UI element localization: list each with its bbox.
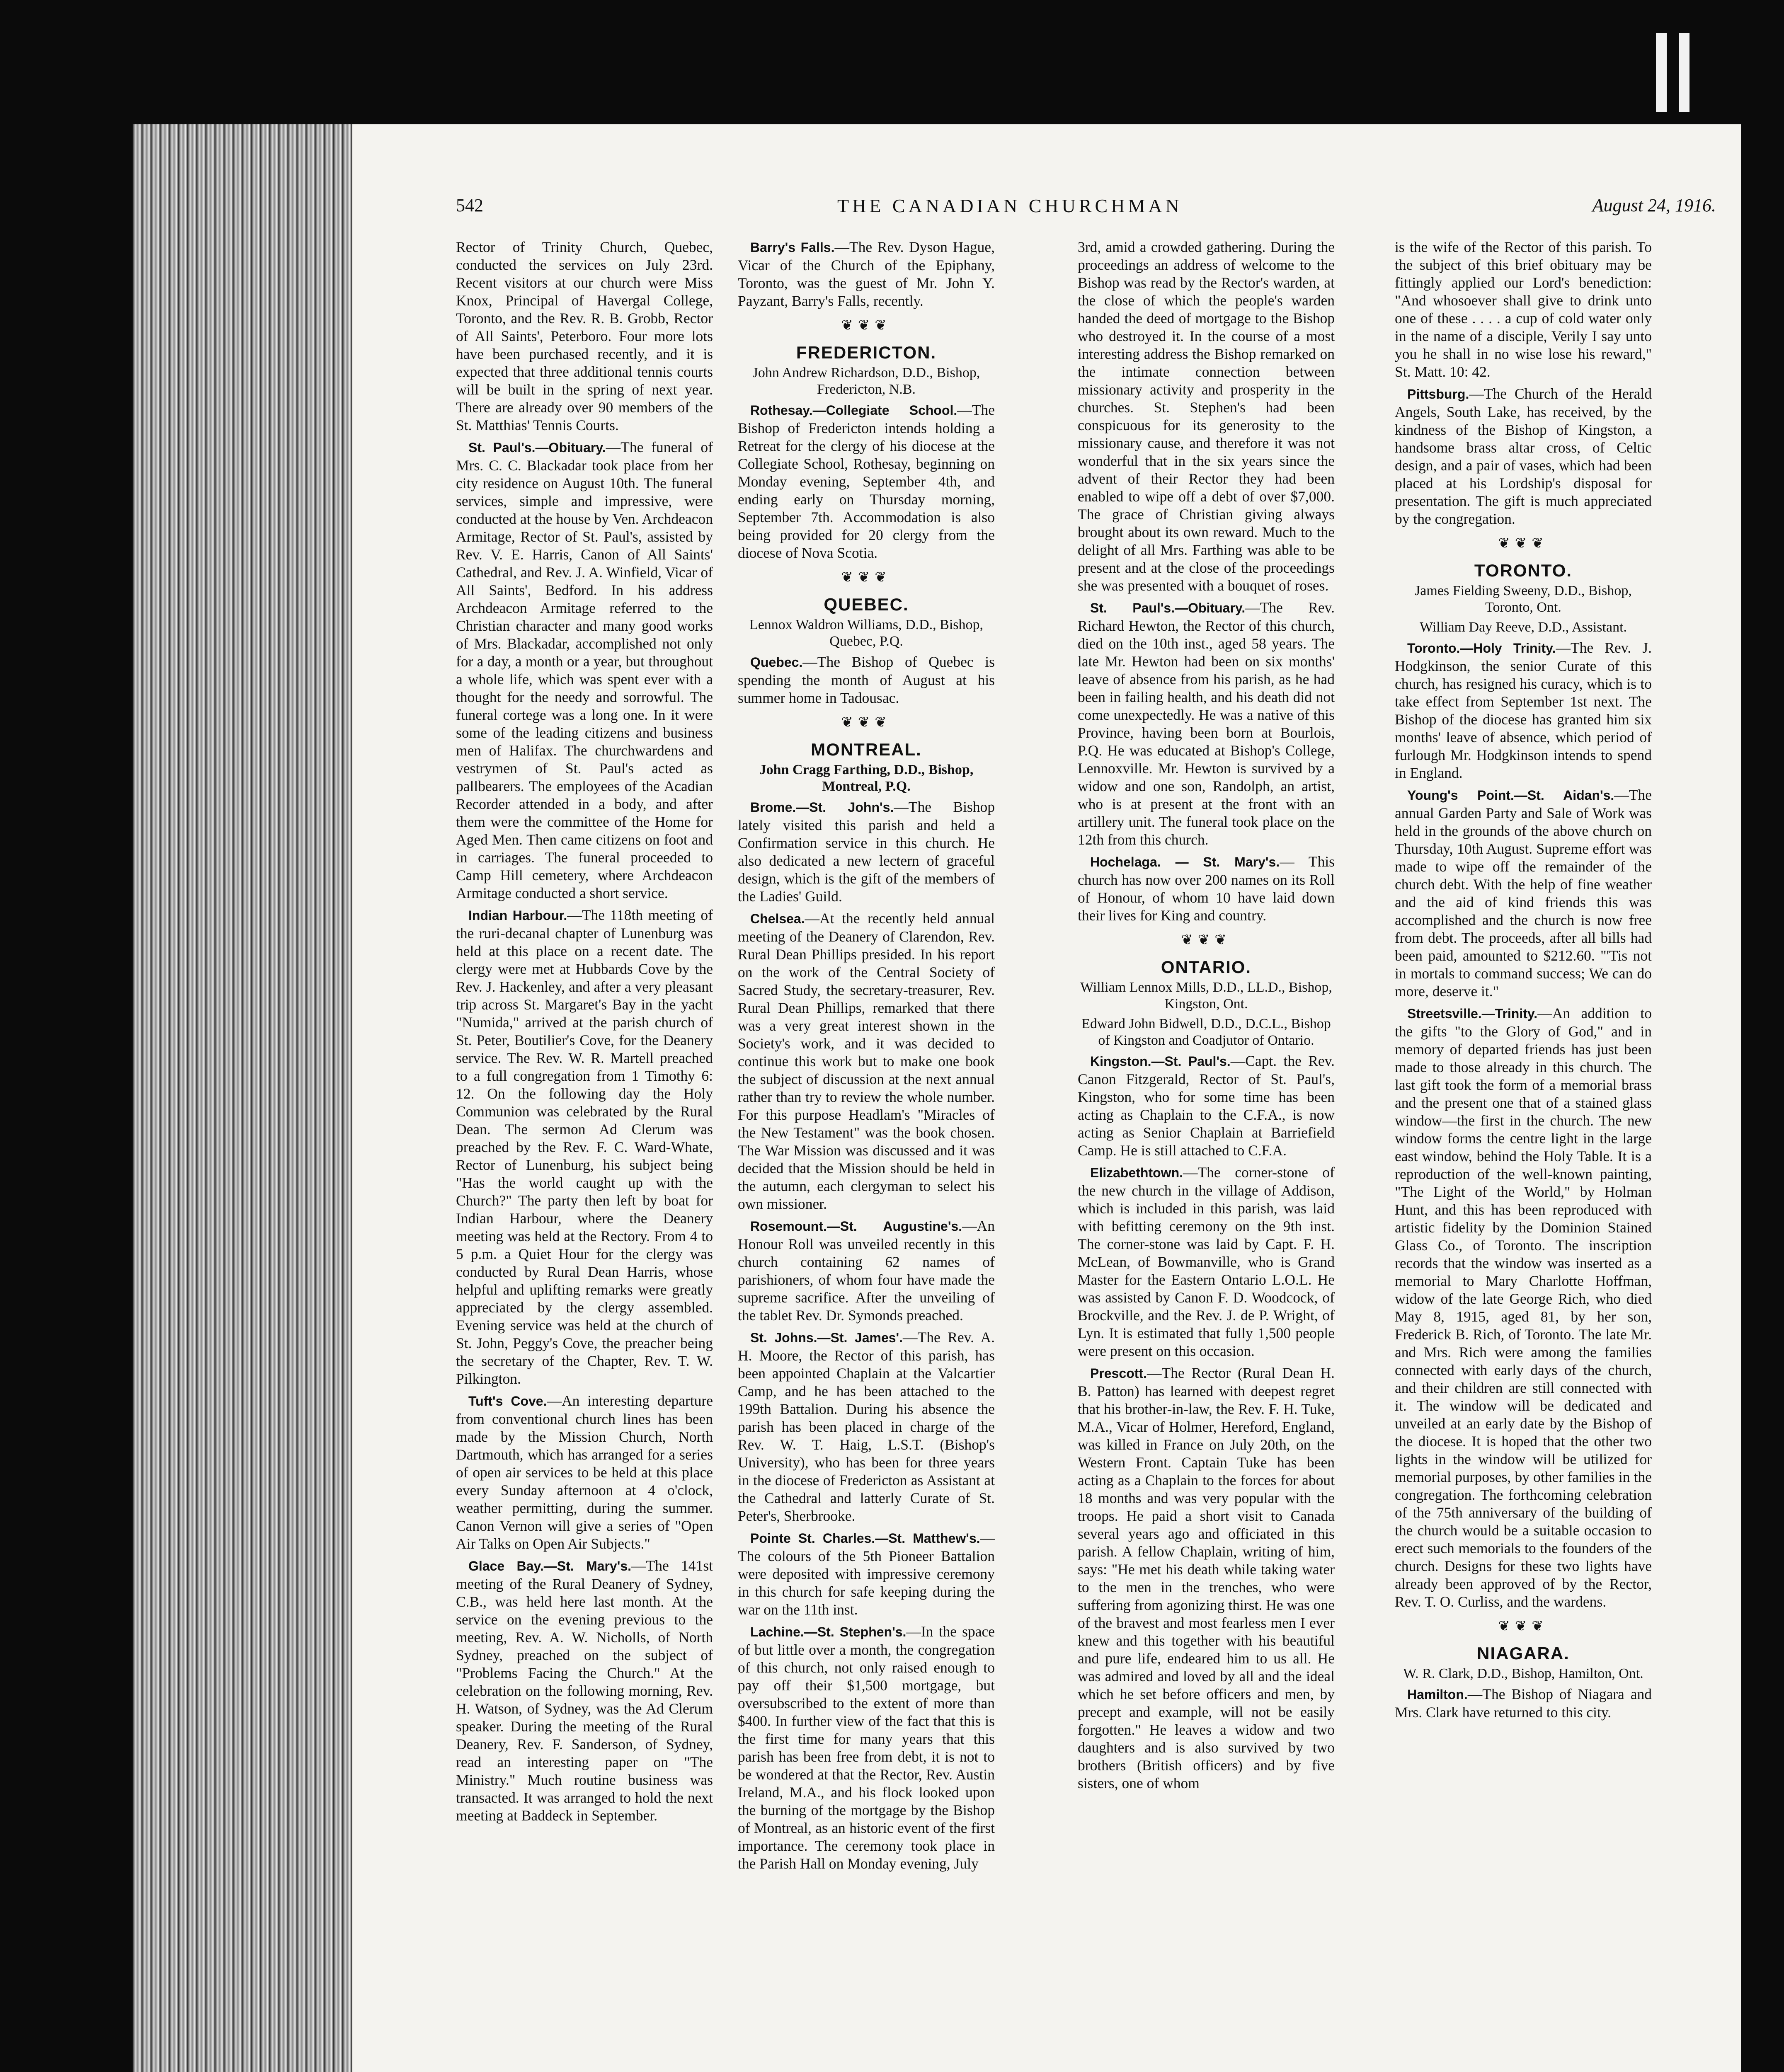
section-ornament: ❦❦❦ — [841, 318, 892, 333]
item-text: —The Bishop of Fredericton intends holding a Retreat for the clergy of his diocese at the Collegiate School, Rothesay, beginning on Monday evening, September 4th, and ending early on Thursday morning, September 7th. Accommodation is also being provided for 20 clergy from the diocese of Nova Scotia. — [738, 402, 995, 561]
item-heading: Chelsea. — [750, 911, 805, 926]
news-item — [456, 906, 713, 1388]
news-item — [456, 1557, 713, 1825]
section-ornament: ❦❦❦ — [1181, 932, 1231, 948]
item-text: —The Rev. J. Hodgkinson, the senior Curate of this church, has resigned his curacy, which is to take effect from September 1st next. The Bishop of the diocese has granted him six months' leave of absence, which period of furlough Mr. Hodgkinson intends to spend in England. — [1395, 639, 1652, 781]
item-heading: St. Paul's.—Obituary. — [1090, 600, 1246, 615]
item-heading: Prescott. — [1090, 1366, 1147, 1381]
item-text: —The corner-stone of the new church in the village of Addison, which is included in this parish, was laid with befitting ceremony on the 9th inst. The corner-stone was laid by Capt. F. H. McLean, of Bowmanville, who is Grand Master for the Eastern Ontario L.O.L. He was assisted by Canon F. D. Woodcock, of Brockville, and the Rev. J. de P. Wright, of Lyn. It is estimated that fully 1,500 people were present on this occasion. — [1078, 1164, 1335, 1359]
issue-date: August 24, 1916. — [1592, 195, 1716, 215]
item-heading: Rothesay.—Collegiate School. — [750, 403, 957, 418]
diocese-heading: TORONTO. — [1474, 561, 1573, 580]
paragraph: is the wife of the Rector of this parish. To the subject of this brief obituary may be fittingly applied our Lord's benediction: "And whosoever shall give to drink unto one of these . . . . a cup of cold water only in the name of a disciple, Verily I say unto you he shall in no wise lose his reward," St. Matt. 10: 42. — [1395, 239, 1652, 380]
item-text: —The Rev. Dyson Hague, Vicar of the Church of the Epiphany, Toronto, was the guest of Mr. John Y. Payzant, Barry's Falls, recently. — [738, 239, 995, 309]
section-ornament: ❦❦❦ — [1498, 1619, 1549, 1634]
item-heading: Streetsville.—Trinity. — [1407, 1006, 1538, 1021]
item-heading: Brome.—St. John's. — [750, 800, 894, 815]
news-item — [738, 1329, 995, 1525]
bishop-line: John Cragg Farthing, D.D., Bishop, Montreal, P.Q. — [759, 762, 974, 794]
item-text: —An Honour Roll was unveiled recently in this church containing 62 names of parishioners, of whom four have made the supreme sacrifice. After the unveiling of the tablet Rev. Dr. Symonds preached. — [738, 1218, 995, 1324]
book-binding-edge — [133, 124, 352, 2072]
section-ornament: ❦❦❦ — [1498, 536, 1549, 551]
item-text: — This church has now over 200 names on its Roll of Honour, of whom 10 have laid down their lives for King and country. — [1078, 853, 1335, 924]
item-heading: Young's Point.—St. Aidan's. — [1407, 788, 1614, 803]
item-heading: Kingston.—St. Paul's. — [1090, 1054, 1231, 1069]
news-item — [738, 1529, 995, 1619]
item-text: —The annual Garden Party and Sale of Work was held in the grounds of the above church on Thursday, 10th August. Supreme effort was made to wipe off the remainder of the church debt. With the help of fine weather and the aid of kind friends this was accomplished and the church is now free from debt. The proceeds, after all bills had been paid, amounted to $212.60. "'Tis not in mortals to command success; We can do more, deserve it." — [1395, 787, 1652, 1000]
item-text: —The 118th meeting of the ruri-decanal chapter of Lunenburg was held at this place on a recent date. The clergy were met at Hubbards Cove by the Rev. J. Hackenley, and after a very pleasant trip across St. Margaret's Bay in the yacht "Numida," arrived at the parish church of St. Peter, Boutilier's Cove, for the Deanery service. The Rev. W. R. Martell preached to a full congregation from 1 Timothy 6: 12. On the following day the Holy Communion was celebrated by the Rural Dean. The sermon Ad Clerum was preached by the Rev. F. C. Ward-Whate, Rector of Lunenburg, his subject being "Has the world caught up with the Church?" The party then left by boat for Indian Harbour, where the Deanery meeting was held at the Rectory. From 4 to 5 p.m. a Quiet Hour for the clergy was conducted by Rural Dean Harris, whose helpful and uplifting remarks were greatly appreciated by the clergy assembled. Evening service was held at the church of St. John, Peggy's Cove, the preacher being the secretary of the Chapter, Rev. T. W. Pilkington. — [456, 907, 713, 1387]
item-heading: Elizabethtown. — [1090, 1165, 1183, 1180]
item-heading: Hochelaga. — St. Mary's. — [1090, 854, 1280, 869]
news-item — [1078, 1052, 1335, 1159]
news-item — [738, 910, 995, 1213]
film-edge-mark — [1679, 33, 1689, 112]
diocese-heading: NIAGARA. — [1477, 1644, 1570, 1663]
news-item — [1395, 1005, 1652, 1611]
item-text: —The Bishop of Quebec is spending the month of August at his summer home in Tadousac. — [738, 654, 995, 706]
bishop-line: Lennox Waldron Williams, D.D., Bishop, Quebec, P.Q. — [749, 617, 984, 649]
item-text: —Capt. the Rev. Canon Fitzgerald, Rector of St. Paul's, Kingston, who for some time has been acting as Chaplain to the C.F.A., is now acting as Senior Chaplain at Barriefield Camp. He is still attached to C.F.A. — [1078, 1053, 1335, 1159]
news-item — [1078, 599, 1335, 849]
news-item — [1078, 1364, 1335, 1792]
item-text: —The colours of the 5th Pioneer Battalion were deposited with impressive ceremony in this church for safe keeping during the war on the 11th inst. — [738, 1530, 995, 1618]
item-heading: Toronto.—Holy Trinity. — [1407, 641, 1556, 656]
item-heading: Quebec. — [750, 655, 803, 670]
item-text: —The Rev. Richard Hewton, the Rector of this church, died on the 10th inst., aged 58 years. The late Mr. Hewton had been on six months' leave of absence from his parish, as he had been in failing health, and his death did not come unexpectedly. He was a native of this Province, having been born at Bourlois, P.Q. He was educated at Bishop's College, Lennoxville. Mr. Hewton is survived by a widow and one son, Randolph, an artist, who is at present at the front with an artillery unit. The funeral took place on the 12th from this church. — [1078, 599, 1335, 848]
paragraph: 3rd, amid a crowded gathering. During the proceedings an address of welcome to the Bishop was read by the Rector's warden, at the close of which the people's warden handed the deed of mortgage to the Bishop who destroyed it. In the course of a most interesting address the Bishop remarked on the intimate connection between missionary activity and prosperity in the churches. St. Stephen's had been conspicuous for its generosity to the missionary cause, and therefore it was not wonderful that in the six years since the advent of their Rector they had been enabled to wipe off a debt of over $7,000. The grace of Christian giving always brought about its own reward. Much to the delight of all Mrs. Farthing was able to be present and at the close of the proceedings she was presented with a bouquet of roses. — [1078, 239, 1335, 594]
item-text: —The funeral of Mrs. C. C. Blackadar took place from her city residence on August 10th. The funeral services, simple and impressive, were conducted at the house by Ven. Archdeacon Armitage, Rector of St. Paul's, assisted by Rev. V. E. Harris, Canon of All Saints' Cathedral, and Rev. J. A. Winfield, Vicar of All Saints', Bedford. In his address Archdeacon Armitage referred to the Christian character and many good works of Mrs. Blackadar, accomplished not only for a day, a month or a year, but throughout a whole life, which was spent ever with a thought for the needy and sorrowful. The funeral cortege was a long one. In it were some of the leading citizens and business men of Halifax. The churchwardens and vestrymen of St. Paul's acted as pallbearers. The employees of the Acadian Recorder attended in a body, and after them were the committee of the Home for Aged Men. Then came citizens on foot and in carriages. The funeral proceeded to Camp Hill cemetery, where Archdeacon Armitage conducted a short service. — [456, 439, 713, 901]
news-item — [1395, 639, 1652, 782]
item-heading: Hamilton. — [1407, 1687, 1468, 1702]
column-2 — [738, 238, 995, 2020]
item-text: —An interesting departure from conventional church lines has been made by the Mission Church, North Dartmouth, which has arranged for a series of open air services to be held at this place every Sunday afternoon at 4 o'clock, weather permitting, during the summer. Canon Vernon will give a series of "Open Air Talks on Open Air Subjects." — [456, 1392, 713, 1552]
diocese-heading: MONTREAL. — [811, 740, 922, 759]
item-text: —At the recently held annual meeting of the Deanery of Clarendon, Rev. Rural Dean Phillips presided. In his report on the work of the Central Society of Sacred Study, the secretary-treasurer, Rev. Rural Dean Phillips, remarked that there was a very great interest shown in the Society's work, and it was decided to continue this work but to make one book the subject of discussion at the next annual rather than try to review the whole number. For this purpose Headlam's "Miracles of the New Testament" was the book chosen. The War Mission was discussed and it was decided that the Mission should be held in the autumn, each clergyman to select his own missioner. — [738, 910, 995, 1212]
column-1 — [456, 238, 713, 2020]
item-heading: Lachine.—St. Stephen's. — [750, 1624, 907, 1639]
bishop-line: W. R. Clark, D.D., Bishop, Hamilton, Ont. — [1403, 1666, 1643, 1681]
news-item — [1078, 1164, 1335, 1360]
item-text: —In the space of but little over a month, the congregation of this church, not only raised enough to pay off their $1,500 mortgage, but oversubscribed to the extent of more than $400. In further view of the fact that this is the first time for many years that this parish has been free from debt, it is not to be wondered at that the Rector, Rev. Austin Ireland, M.A., and his flock looked upon the burning of the mortgage by the Bishop of Montreal, as an historic event of the first importance. The ceremony took place in the Parish Hall on Monday evening, July — [738, 1623, 995, 1872]
column-4 — [1395, 238, 1652, 2020]
item-heading: St. Johns.—St. James'. — [750, 1330, 903, 1345]
page-header — [456, 195, 1716, 220]
bishop-line: Edward John Bidwell, D.D., D.C.L., Bishop of Kingston and Coadjutor of Ontario. — [1081, 1016, 1331, 1048]
diocese-heading: FREDERICTON. — [796, 343, 937, 362]
news-item — [1395, 1685, 1652, 1721]
item-heading: Rosemount.—St. Augustine's. — [750, 1219, 962, 1234]
news-item — [456, 438, 713, 902]
page-number: 542 — [456, 195, 483, 215]
film-edge-mark — [1656, 33, 1667, 112]
item-text: —An addition to the gifts "to the Glory of God," and in memory of departed friends has just been made to those already in this church. The last gift took the form of a memorial brass and the present one that of a stained glass window—the first in the church. The new window forms the centre light in the large east window, behind the Holy Table. It is a reproduction of the well-known painting, "The Light of the World," by Holman Hunt, and this has been reproduced with artistic fidelity by the Dominion Stained Glass Co., of Toronto. The inscription records that the window was inserted as a memorial to Mary Charlotte Hoffman, widow of the late George Rich, who died May 8, 1915, aged 81, by her son, Frederick B. Rich, of Toronto. The late Mr. and Mrs. Rich were among the families connected with early days of the church, and their children are still connected with it. The window will be dedicated and unveiled at an early date by the Bishop of the diocese. It is hoped that the other two lights in the window will be utilized for memorial purposes, by other families in the congregation. The forthcoming celebration of the 75th anniversary of the building of the church would be a suitable occasion to erect such memorials to the founders of the church. Designs for these two lights have already been approved of by the Rector, Rev. T. O. Curliss, and the wardens. — [1395, 1005, 1652, 1610]
bishop-line: John Andrew Richardson, D.D., Bishop, Fredericton, N.B. — [752, 365, 980, 397]
item-heading: Tuft's Cove. — [468, 1394, 547, 1409]
item-text: —The Bishop of Niagara and Mrs. Clark have returned to this city. — [1395, 1686, 1652, 1721]
bishop-line: William Day Reeve, D.D., Assistant. — [1419, 620, 1627, 635]
diocese-heading: QUEBEC. — [824, 595, 909, 614]
item-text: —The 141st meeting of the Rural Deanery of Sydney, C.B., was held here last month. At the service on the evening previous to the meeting, Rev. A. W. Nicholls, of North Sydney, preached on the subject of "Problems Facing the Church." At the celebration on the following morning, Rev. H. Watson, of Sydney, was the Ad Clerum speaker. During the meeting of the Rural Deanery, Rev. F. Sanderson, of Sydney, read an interesting paper on "The Ministry." Much routine business was transacted. It was arranged to hold the next meeting at Baddeck in September. — [456, 1557, 713, 1824]
news-item — [738, 1217, 995, 1324]
column-3 — [1078, 238, 1335, 2020]
section-ornament: ❦❦❦ — [841, 570, 892, 585]
news-item — [1078, 853, 1335, 925]
item-heading: Barry's Falls. — [750, 240, 835, 255]
bishop-line: William Lennox Mills, D.D., LL.D., Bishop, Kingston, Ont. — [1080, 980, 1332, 1012]
diocese-heading: ONTARIO. — [1161, 957, 1252, 977]
item-heading: Pittsburg. — [1407, 387, 1469, 402]
publication-title: THE CANADIAN CHURCHMAN — [837, 195, 1183, 216]
news-item — [456, 1392, 713, 1553]
section-ornament: ❦❦❦ — [841, 715, 892, 730]
item-text: —The Rector (Rural Dean H. B. Patton) has learned with deepest regret that his brother-in-law, the Rev. F. H. Tuke, M.A., Vicar of Holmer, Hereford, England, was killed in France on July 20th, on the Western Front. Captain Tuke has been acting as a Chaplain to the forces for about 18 months and was very popular with the troops. He paid a short visit to Canada several years ago and officiated in this parish. A fellow Chaplain, writing of him, says: "He met his death while taking water to the men in the trenches, who were suffering from agonizing thirst. He was one of the bravest and most fearless men I ever knew and this together with his beautiful and pure life, endeared him to us all. He was admired and loved by all and the ideal which he set before officers and men, by precept and example, will not be easily forgotten." He leaves a widow and two daughters and is also survived by two brothers (British officers) and by five sisters, one of whom — [1078, 1365, 1335, 1791]
item-text: —The Rev. A. H. Moore, the Rector of this parish, has been appointed Chaplain at the Valcartier Camp, and he has been attached to the 199th Battalion. During his absence the parish has been placed in charge of the Rev. W. T. Haig, L.S.T. (Bishop's University), who has been for three years in the diocese of Fredericton as Assistant at the Cathedral and latterly Curate of St. Peter's, Sherbrooke. — [738, 1329, 995, 1524]
news-item — [738, 238, 995, 310]
news-item — [738, 1623, 995, 1873]
item-heading: Pointe St. Charles.—St. Matthew's. — [750, 1531, 980, 1546]
bishop-line: James Fielding Sweeny, D.D., Bishop, Toronto, Ont. — [1415, 583, 1632, 615]
news-item — [738, 798, 995, 905]
news-item — [738, 401, 995, 562]
item-heading: St. Paul's.—Obituary. — [468, 440, 606, 455]
item-text: —The Bishop lately visited this parish and held a Confirmation service in this church. He also dedicated a new lectern of graceful design, which is the gift of the members of the Ladies' Guild. — [738, 799, 995, 905]
news-item — [738, 653, 995, 707]
item-heading: Glace Bay.—St. Mary's. — [468, 1559, 632, 1573]
item-heading: Indian Harbour. — [468, 908, 567, 923]
news-item — [1395, 786, 1652, 1000]
item-text: —The Church of the Herald Angels, South Lake, has received, by the kindness of the Bishop of Kingston, a handsome brass altar cross, of Celtic design, and a pair of vases, which had been placed at his Lordship's disposal for presentation. The gift is much appreciated by the congregation. — [1395, 385, 1652, 527]
paragraph: Rector of Trinity Church, Quebec, conducted the services on July 23rd. Recent visitors at our church were Miss Knox, Principal of Havergal College, Toronto, and the Rev. R. B. Grobb, Rector of All Saints', Peterboro. Four more lots have been purchased recently, and it is expected that three additional tennis courts will be built in the spring of next year. There are already over 90 members of the St. Matthias' Tennis Courts. — [456, 239, 713, 433]
news-item — [1395, 385, 1652, 528]
